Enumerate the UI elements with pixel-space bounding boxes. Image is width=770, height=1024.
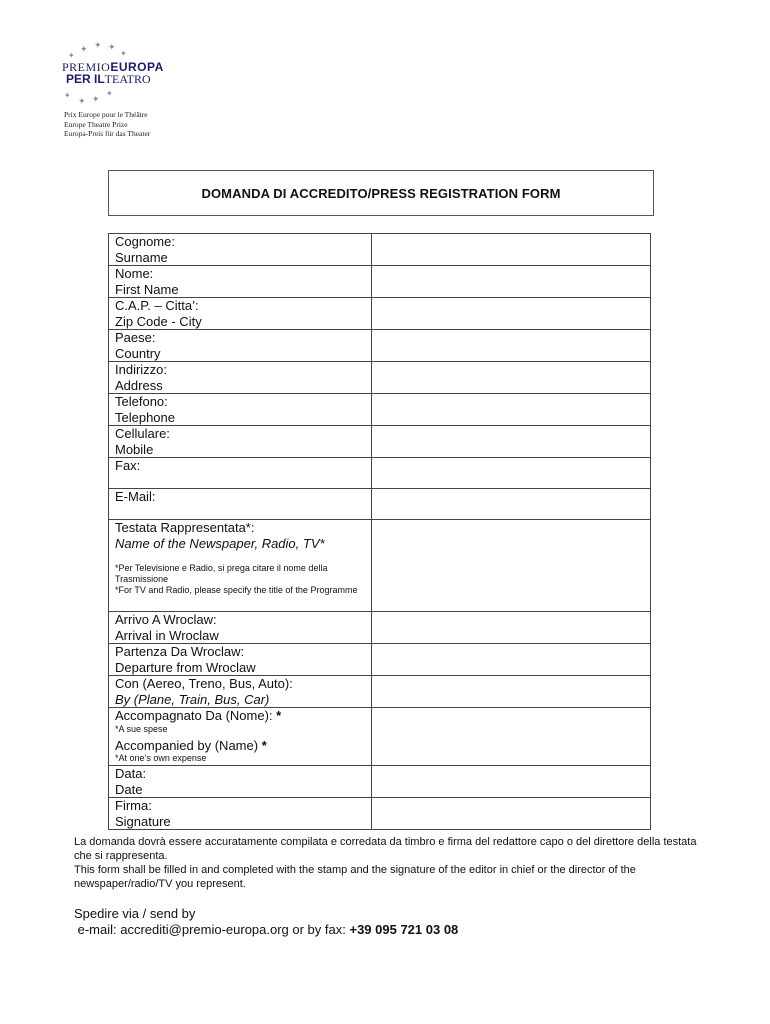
row-telephone: Telefono: Telephone <box>109 394 651 426</box>
zip-city-field[interactable] <box>372 298 651 330</box>
arrival-field[interactable] <box>372 612 651 644</box>
row-transport: Con (Aereo, Treno, Bus, Auto): By (Plane, Train, Bus, Car) <box>109 676 651 708</box>
row-first-name: Nome: First Name <box>109 266 651 298</box>
surname-field[interactable] <box>372 234 651 266</box>
logo-line2: PER ILTEATRO <box>66 72 151 86</box>
email-field[interactable] <box>372 489 651 520</box>
svg-text:✦: ✦ <box>68 51 75 60</box>
row-zip-city: C.A.P. – Citta’: Zip Code - City <box>109 298 651 330</box>
instructions-note: La domanda dovrà essere accuratamente compilata e corredata da timbro e firma del redattore capo o del direttore della testata che si rappresenta. This form shall be filled in and completed with the stamp and the signature of the editor in chief or the director of the newspaper/radio/TV you represent. <box>74 836 697 890</box>
row-signature: Firma: Signature <box>109 798 651 830</box>
logo-line1: PREMIOEUROPA <box>62 60 164 74</box>
row-surname: Cognome: Surname <box>109 234 651 266</box>
row-date: Data: Date <box>109 766 651 798</box>
logo <box>60 40 180 140</box>
row-departure: Partenza Da Wroclaw: Departure from Wroclaw <box>109 644 651 676</box>
accompanied-field[interactable] <box>372 708 651 766</box>
transport-field[interactable] <box>372 676 651 708</box>
mobile-field[interactable] <box>372 426 651 458</box>
row-newspaper: Testata Rappresentata*: Name of the Newspaper, Radio, TV* *Per Televisione e Radio, si prega citare il nome della Trasmissione *For TV and Radio, please specify the title of the Programme <box>109 520 651 612</box>
row-email: E-Mail: <box>109 489 651 520</box>
newspaper-field[interactable] <box>372 520 651 612</box>
signature-field[interactable] <box>372 798 651 830</box>
row-address: Indirizzo: Address <box>109 362 651 394</box>
svg-text:✦: ✦ <box>106 89 113 98</box>
row-fax: Fax: <box>109 458 651 489</box>
row-mobile: Cellulare: Mobile <box>109 426 651 458</box>
svg-text:✦: ✦ <box>64 91 71 100</box>
svg-text:✦: ✦ <box>92 94 100 104</box>
fax-number: +39 095 721 03 08 <box>349 922 459 937</box>
logo-subtitle: Prix Europe pour le Théâtre Europe Theatre Prize Europa-Preis für das Theater <box>64 110 151 138</box>
svg-text:✦: ✦ <box>94 40 102 50</box>
send-instructions: Spedire via / send by e-mail: accrediti@premio-europa.org or by fax: +39 095 721 03 08 <box>74 906 459 937</box>
form-title: DOMANDA DI ACCREDITO/PRESS REGISTRATION FORM <box>108 170 654 216</box>
telephone-field[interactable] <box>372 394 651 426</box>
svg-text:✦: ✦ <box>108 42 116 52</box>
row-accompanied: Accompagnato Da (Nome): * *A sue spese Accompanied by (Name) * *At one’s own expense <box>109 708 651 766</box>
svg-text:✦: ✦ <box>80 44 88 54</box>
row-country: Paese: Country <box>109 330 651 362</box>
address-field[interactable] <box>372 362 651 394</box>
first-name-field[interactable] <box>372 266 651 298</box>
departure-field[interactable] <box>372 644 651 676</box>
date-field[interactable] <box>372 766 651 798</box>
country-field[interactable] <box>372 330 651 362</box>
registration-table <box>108 233 651 830</box>
svg-text:✦: ✦ <box>78 96 86 106</box>
row-arrival: Arrivo A Wroclaw: Arrival in Wroclaw <box>109 612 651 644</box>
svg-text:✦: ✦ <box>120 49 127 58</box>
fax-field[interactable] <box>372 458 651 489</box>
